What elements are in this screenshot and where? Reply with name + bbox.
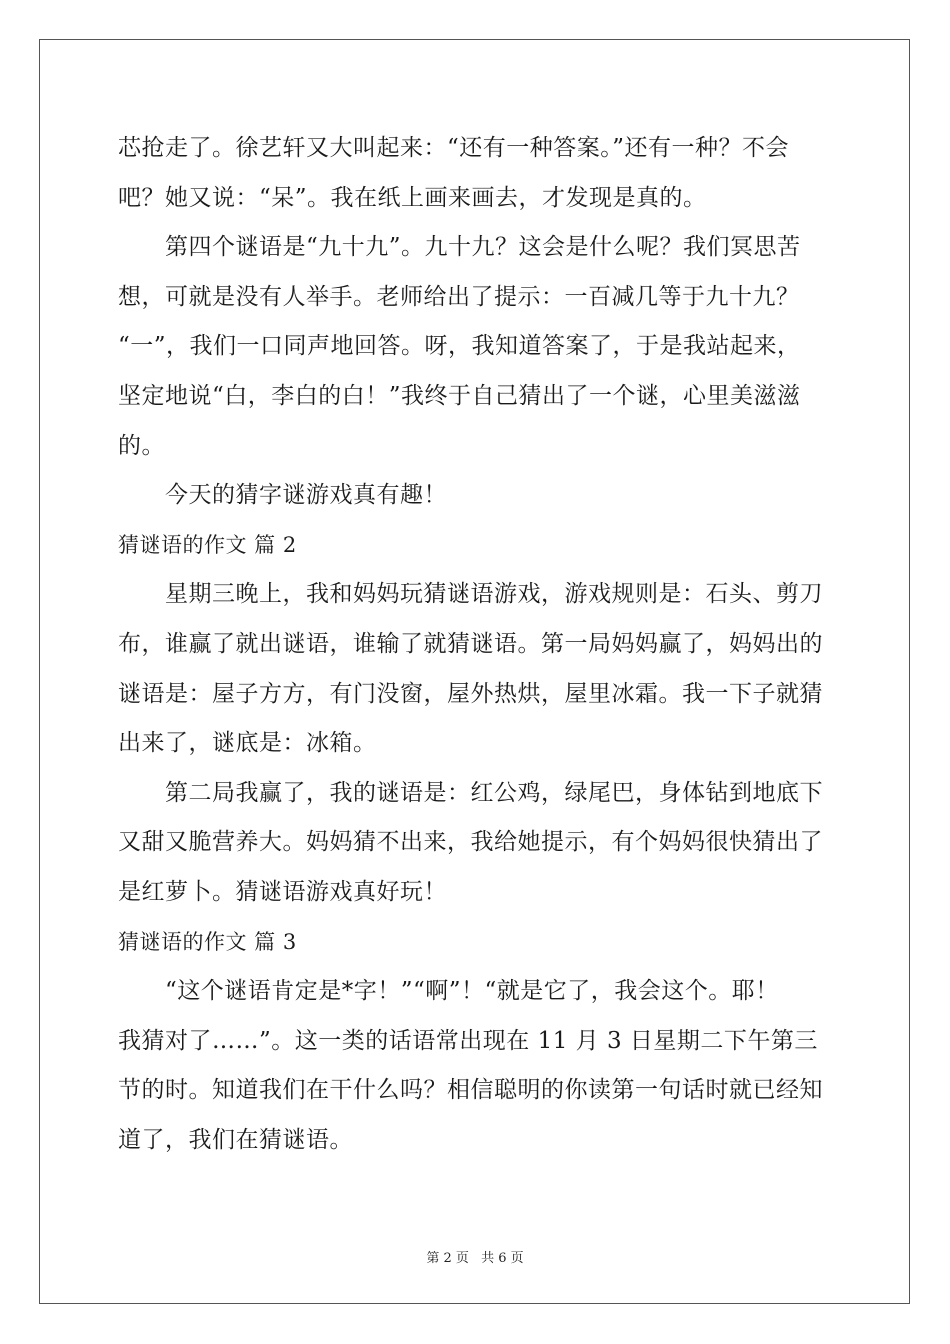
text-line: 又甜又脆营养大。妈妈猜不出来，我给她提示，有个妈妈很快猜出了 <box>118 829 823 856</box>
text-line: 道了，我们在猜谜语。 <box>118 1126 353 1153</box>
current-page-number: 第 2 页 <box>426 1251 469 1266</box>
document-body <box>118 124 838 1165</box>
text-line: 想，可就是没有人举手。老师给出了提示：一百减几等于九十九？ <box>118 283 800 310</box>
text-line: 谜语是：屋子方方，有门没窗，屋外热烘，屋里冰霜。我一下子就猜 <box>118 680 823 707</box>
paragraph-start-line: “这个谜语肯定是*字！”“啊”！“就是它了，我会这个。耶！ <box>165 978 779 1005</box>
text-line: 布，谁赢了就出谜语，谁输了就猜谜语。第一局妈妈赢了，妈妈出的 <box>118 630 823 657</box>
text-line: 坚定地说“白，李白的白！”我终于自己猜出了一个谜，心里美滋滋 <box>118 382 801 409</box>
paragraph-start-line: 星期三晚上，我和妈妈玩猜谜语游戏，游戏规则是：石头、剪刀 <box>165 581 823 608</box>
section-heading: 猜谜语的作文 篇 2 <box>118 532 297 557</box>
text-line: 是红萝卜。猜谜语游戏真好玩！ <box>118 878 447 905</box>
paragraph-start-line: 今天的猜字谜游戏真有趣！ <box>165 482 447 509</box>
text-line: 芯抢走了。徐艺轩又大叫起来：“还有一种答案。”还有一种？不会 <box>118 135 790 161</box>
paragraph-start-line: 第四个谜语是“九十九”。九十九？这会是什么呢？我们冥思苦 <box>165 234 801 261</box>
text-line: 吧？她又说：“呆”。我在纸上画来画去，才发现是真的。 <box>118 184 707 211</box>
text-line: “一”，我们一口同声地回答。呀，我知道答案了，于是我站起来， <box>118 333 801 360</box>
total-page-count: 共 6 页 <box>481 1251 524 1266</box>
paragraph-start-line: 第二局我赢了，我的谜语是：红公鸡，绿尾巴，身体钻到地底下 <box>165 779 823 806</box>
section-heading: 猜谜语的作文 篇 3 <box>118 929 297 954</box>
text-line: 出来了，谜底是：冰箱。 <box>118 730 377 757</box>
text-line: 节的时。知道我们在干什么吗？相信聪明的你读第一句话时就已经知 <box>118 1077 823 1104</box>
text-line: 的。 <box>118 432 165 459</box>
text-line: 我猜对了……”。这一类的话语常出现在 11 月 3 日星期二下午第三 <box>118 1027 818 1054</box>
page-footer <box>0 1247 950 1266</box>
